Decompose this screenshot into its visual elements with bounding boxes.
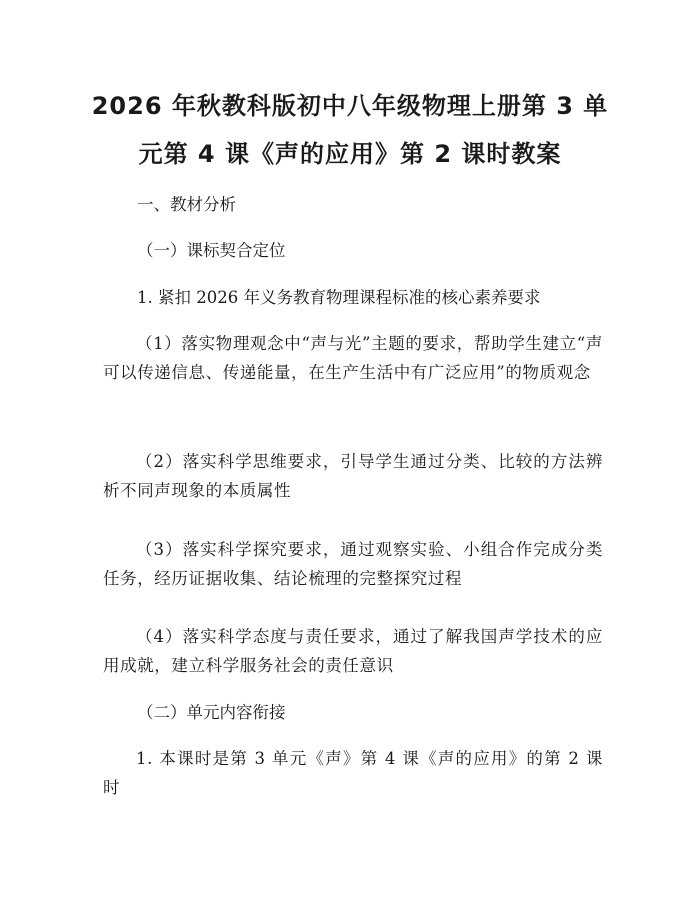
paragraph-physics-concept [103,329,603,387]
section-heading-textbook-analysis: 一、教材分析 [137,195,236,214]
paragraph-text: 1. 本课时是第 3 单元《声》第 4 课《声的应用》的第 2 课时 [103,749,603,797]
subsection-heading-unit-connection: （二）单元内容衔接 [137,703,286,722]
document-title [90,82,610,178]
paragraph-scientific-thinking [103,447,603,505]
paragraph-text: （1）落实物理观念中“声与光”主题的要求，帮助学生建立“声可以传递信息、传递能量，在生产生活中有广泛应用”的物质观念 [103,334,603,382]
paragraph-scientific-inquiry [103,535,603,593]
title-line-2: 元第 4 课《声的应用》第 2 课时教案 [138,140,562,168]
subsection-heading-curriculum-standard: （一）课标契合定位 [137,241,286,260]
list-item-core-literacy: 1. 紧扣 2026 年义务教育物理课程标准的核心素养要求 [137,288,541,307]
list-item-lesson-position [103,744,603,802]
title-line-1: 2026 年秋教科版初中八年级物理上册第 3 单 [91,92,609,120]
paragraph-text: （3）落实科学探究要求，通过观察实验、小组合作完成分类任务，经历证据收集、结论梳理的完整探究过程 [103,540,603,588]
paragraph-text: （2）落实科学思维要求，引导学生通过分类、比较的方法辨析不同声现象的本质属性 [103,452,603,500]
paragraph-text: （4）落实科学态度与责任要求，通过了解我国声学技术的应用成就，建立科学服务社会的责任意识 [103,627,603,675]
paragraph-scientific-attitude [103,622,603,680]
